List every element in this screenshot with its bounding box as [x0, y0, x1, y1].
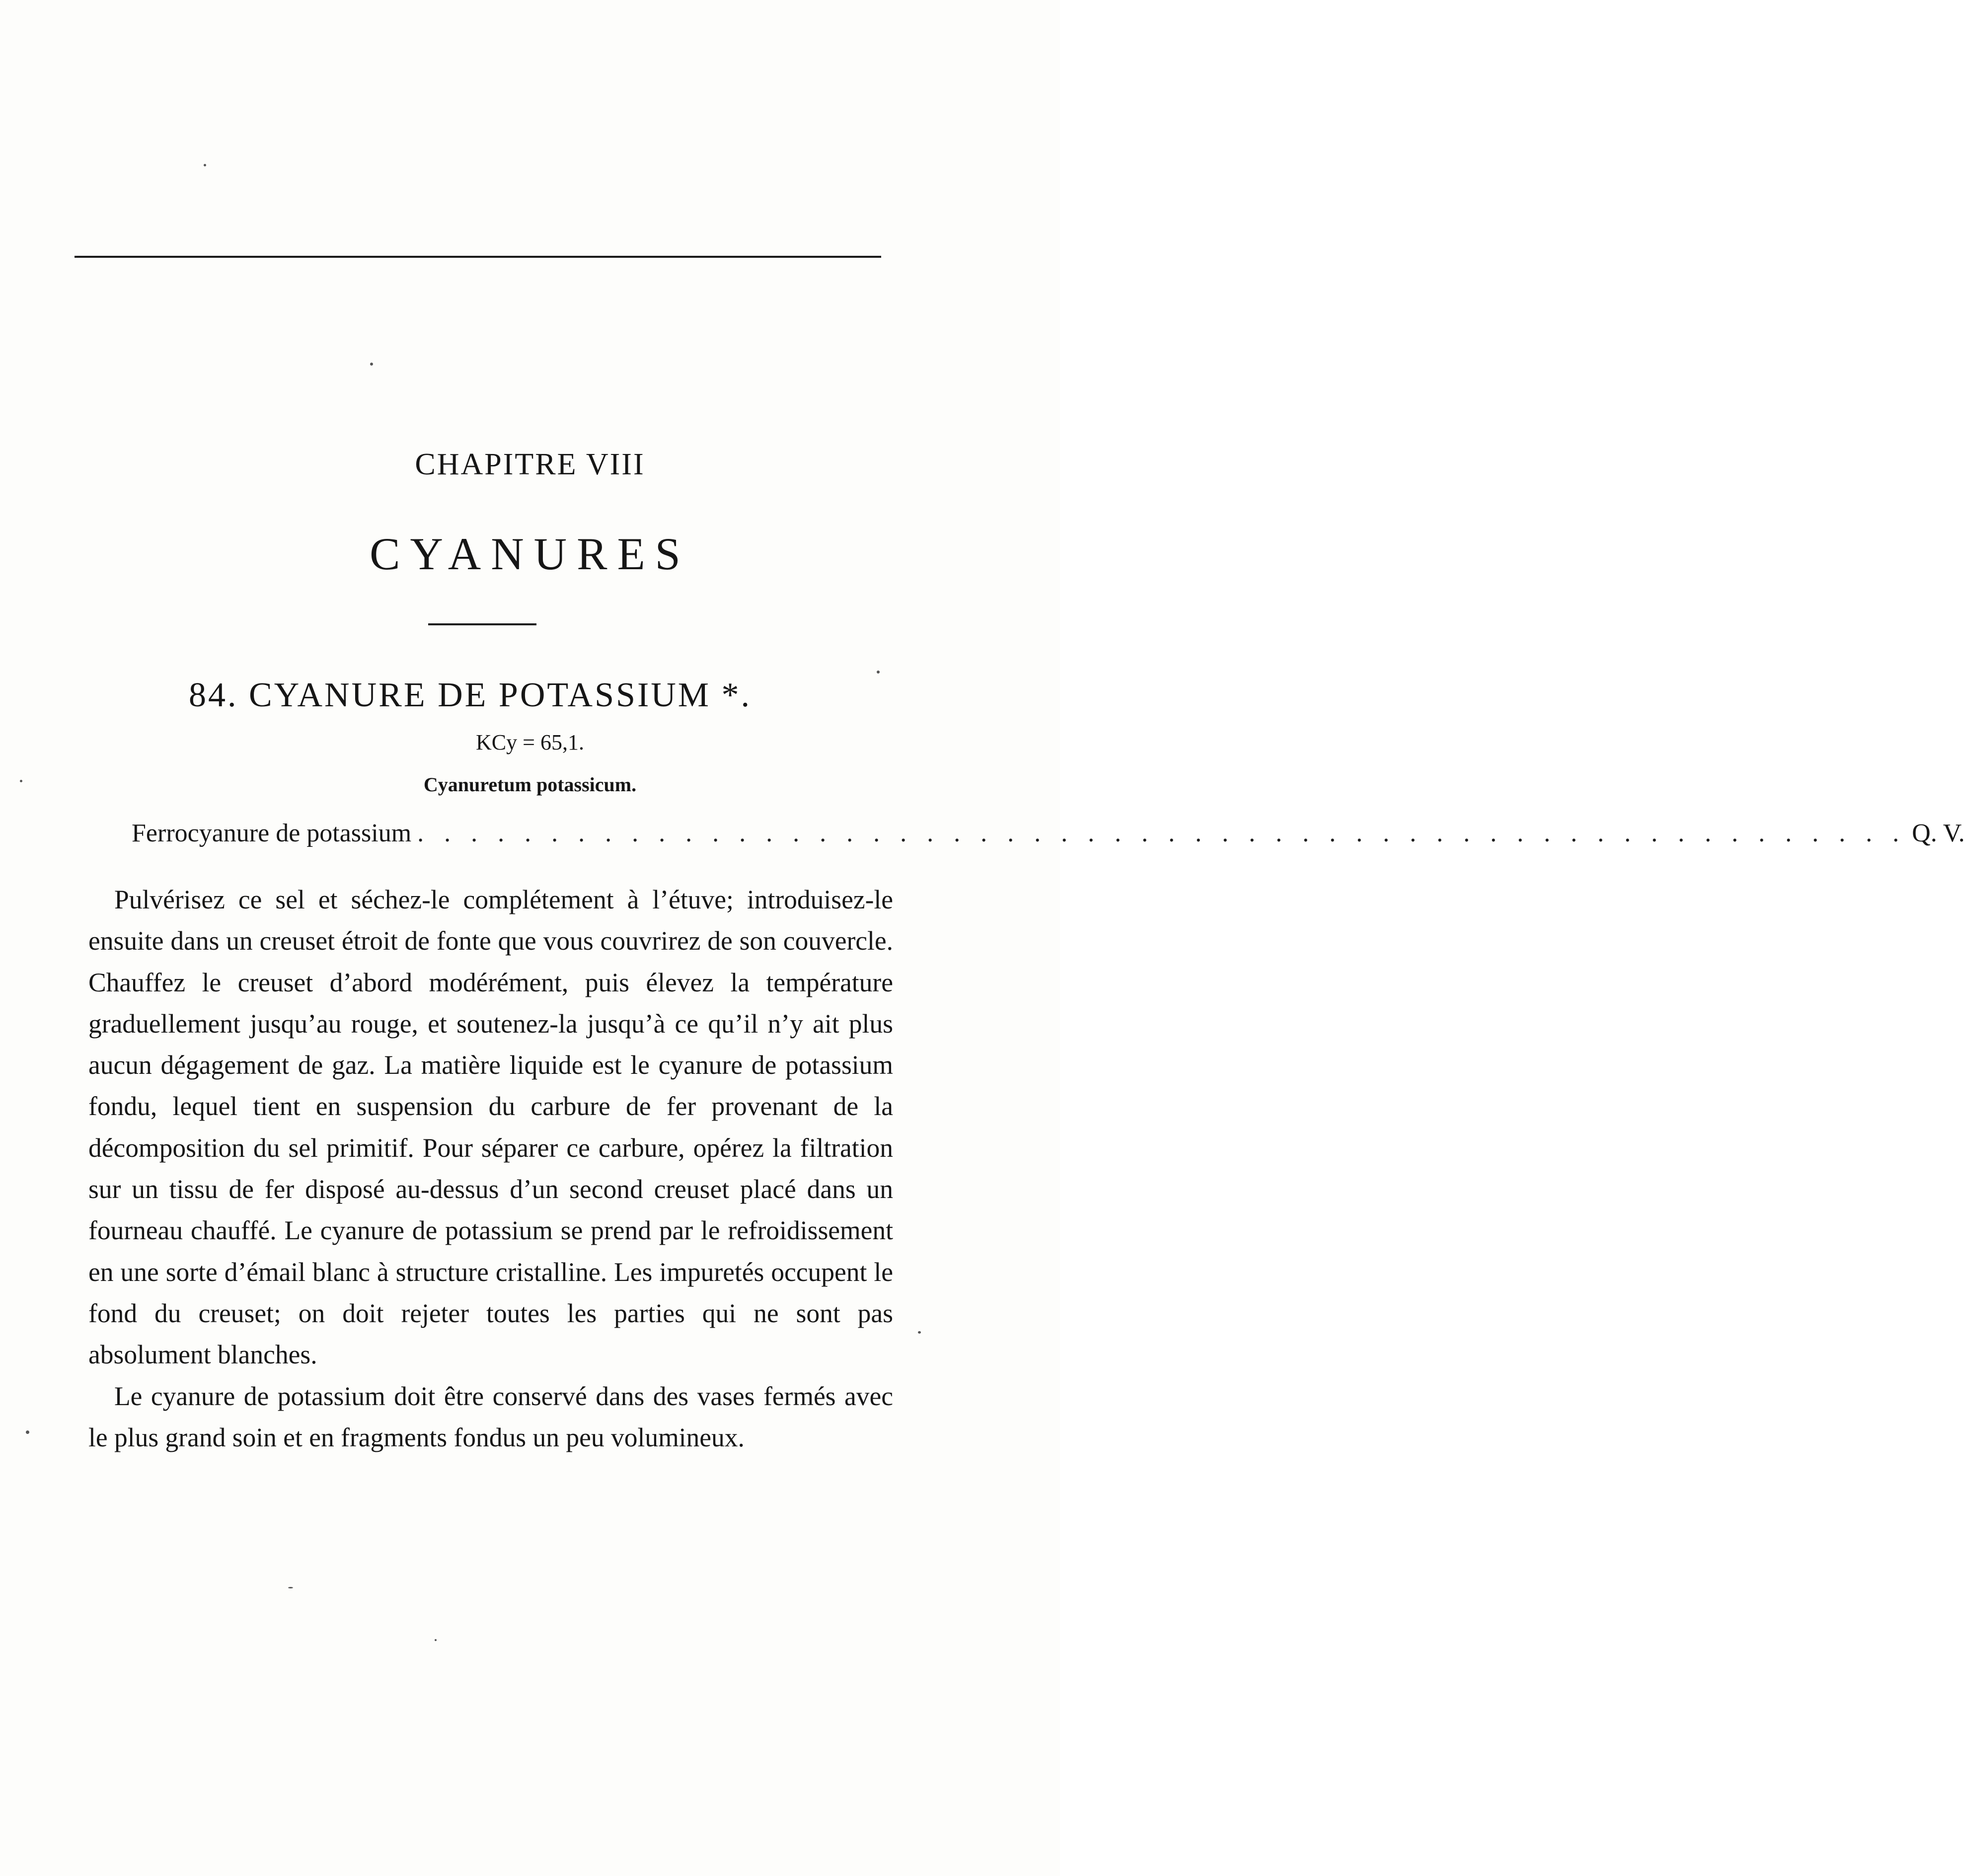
paragraph-preparation: Pulvérisez ce sel et séchez-le complétement à l’étuve; introduisez-le ensuite dans un creuset étroit de fonte que vous couvrirez de son couvercle. Chauffez le creuset d’abord modérément, puis élevez la température graduellement jusqu’au rouge, et soutenez-la jusqu’à ce qu’il n’y ait plus aucun dégagement de gaz. La matière liquide est le cyanure de potassium fondu, lequel tient en suspension du carbure de fer provenant de la décomposition du sel primitif. Pour séparer ce carbure, opérez la filtration sur un tissu de fer disposé au-dessus d’un second creuset placé dans un fourneau chauffé. Le cyanure de potassium se prend par le refroidissement en une sorte d’émail blanc à structure cristalline. Les impuretés occupent le fond du creuset; on doit rejeter toutes les parties qui ne sont pas absolument blanches. — [88, 885, 893, 1370]
scan-speck — [26, 1430, 29, 1434]
title-divider — [428, 623, 536, 625]
scan-speck — [20, 780, 22, 782]
body-text — [88, 879, 893, 1458]
scan-speck — [877, 671, 880, 674]
scan-speck — [288, 1587, 293, 1588]
chapter-title: CYANURES — [370, 528, 690, 579]
latin-name: Cyanuretum potassicum. — [423, 773, 637, 796]
chapter-number: CHAPITRE VIII — [415, 448, 645, 481]
scan-speck — [370, 363, 373, 366]
scan-speck — [918, 1331, 921, 1334]
chemical-formula: KCy = 65,1. — [476, 730, 584, 754]
scan-speck — [435, 1639, 437, 1641]
ingredient-name: Ferrocyanure de potassium — [132, 819, 412, 847]
section-heading: 84. CYANURE DE POTASSIUM *. — [189, 676, 752, 714]
paragraph-storage: Le cyanure de potassium doit être conservé dans des vases fermés avec le plus grand soin et en fragments fondus un peu volumineux. — [88, 1381, 893, 1452]
ingredient-quantity: Q. V. — [1912, 819, 1965, 847]
dot-leader: . . . . . . . . . . . . . . . . . . . . . . . . . . . . . . . . . . . . . . . . . . . . . . . . . . . . . . . . — [417, 819, 1906, 847]
scan-speck — [204, 164, 206, 166]
ingredient-row — [132, 815, 1965, 852]
header-rule — [75, 256, 881, 258]
